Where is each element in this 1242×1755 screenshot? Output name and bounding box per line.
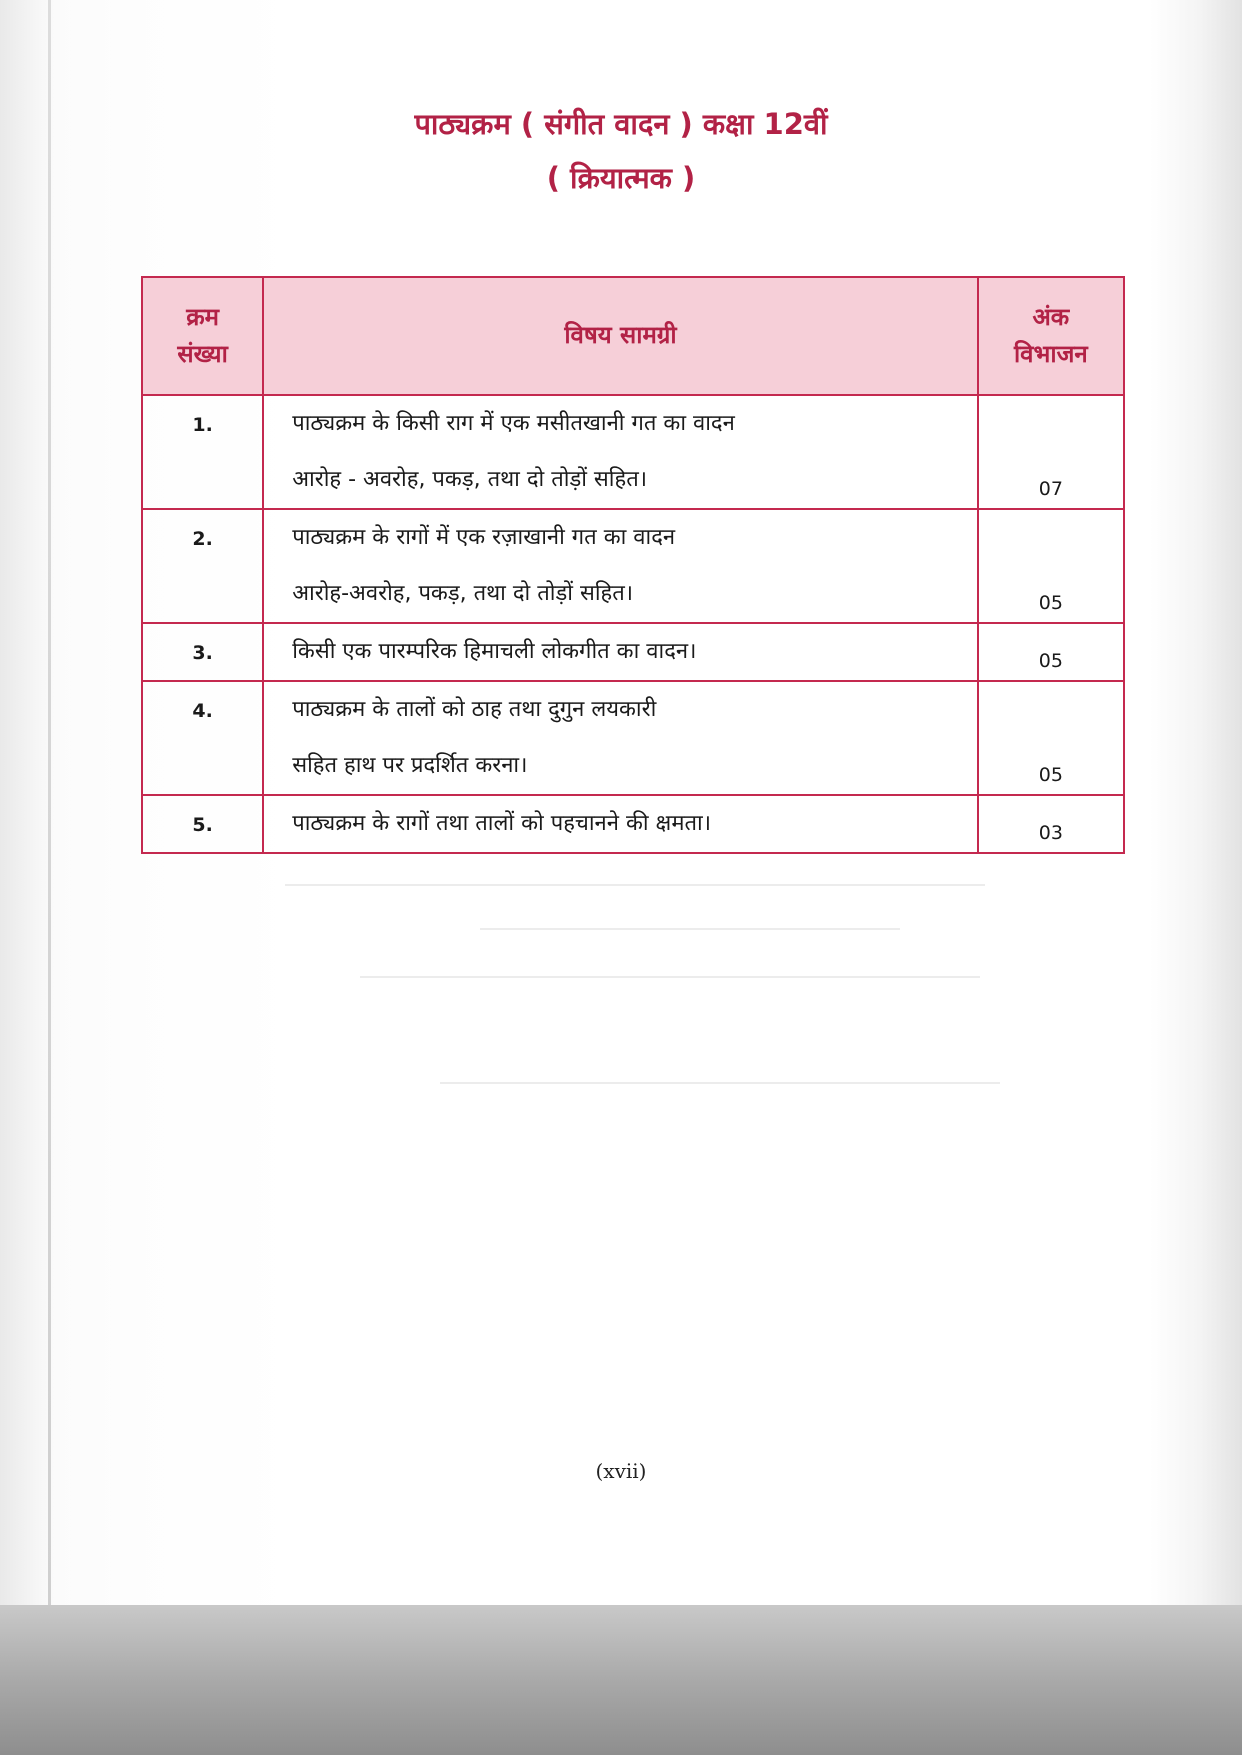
header-serial-line2: संख्या bbox=[177, 340, 228, 368]
row-marks: 05 bbox=[978, 623, 1124, 681]
row-marks: 07 bbox=[978, 395, 1124, 509]
bleed-through-line bbox=[440, 1082, 1000, 1084]
row-content bbox=[263, 795, 977, 853]
row-content bbox=[263, 623, 977, 681]
bleed-through-line bbox=[480, 928, 900, 930]
row-content bbox=[263, 509, 977, 623]
table-row bbox=[142, 395, 1124, 509]
page-title: पाठ्यक्रम ( संगीत वादन ) कक्षा 12वीं bbox=[414, 107, 828, 141]
table-row bbox=[142, 681, 1124, 795]
row-serial: 3. bbox=[142, 623, 263, 681]
row-content bbox=[263, 395, 977, 509]
header-content: विषय सामग्री bbox=[263, 277, 977, 395]
page-spine bbox=[48, 0, 51, 1605]
header-marks bbox=[978, 277, 1124, 395]
row-marks: 05 bbox=[978, 681, 1124, 795]
row-content-line: आरोह - अवरोह, पकड़, तथा दो तोड़ों सहित। bbox=[292, 467, 648, 492]
row-content-line: पाठ्यक्रम के रागों तथा तालों को पहचानने की क्षमता। bbox=[292, 811, 712, 836]
row-marks: 03 bbox=[978, 795, 1124, 853]
row-serial: 5. bbox=[142, 795, 263, 853]
row-content-line: पाठ्यक्रम के किसी राग में एक मसीतखानी गत का वादन bbox=[292, 411, 735, 436]
row-content-line: आरोह-अवरोह, पकड़, तथा दो तोड़ों सहित। bbox=[292, 581, 634, 606]
row-content-line: किसी एक पारम्परिक हिमाचली लोकगीत का वादन। bbox=[292, 639, 697, 664]
scan-shadow bbox=[0, 1590, 1242, 1755]
page-number: (xvii) bbox=[595, 1459, 647, 1483]
row-serial: 1. bbox=[142, 395, 263, 509]
header-serial bbox=[142, 277, 263, 395]
row-content-line: सहित हाथ पर प्रदर्शित करना। bbox=[292, 753, 528, 778]
page-subtitle: ( क्रियात्मक ) bbox=[546, 161, 696, 195]
row-serial: 2. bbox=[142, 509, 263, 623]
syllabus-table bbox=[141, 276, 1125, 854]
row-content bbox=[263, 681, 977, 795]
row-marks: 05 bbox=[978, 509, 1124, 623]
header-marks-line2: विभाजन bbox=[1013, 340, 1088, 368]
header-marks-line1: अंक bbox=[1032, 302, 1070, 331]
row-content-line: पाठ्यक्रम के तालों को ठाह तथा दुगुन लयकारी bbox=[292, 697, 657, 722]
table-row bbox=[142, 623, 1124, 681]
header-serial-line1: क्रम bbox=[186, 302, 220, 331]
table-header-row bbox=[142, 277, 1124, 395]
row-serial: 4. bbox=[142, 681, 263, 795]
row-content-line: पाठ्यक्रम के रागों में एक रज़ाखानी गत का वादन bbox=[292, 525, 676, 550]
bleed-through-line bbox=[285, 884, 985, 886]
table-row bbox=[142, 795, 1124, 853]
table-row bbox=[142, 509, 1124, 623]
bleed-through-line bbox=[360, 976, 980, 978]
